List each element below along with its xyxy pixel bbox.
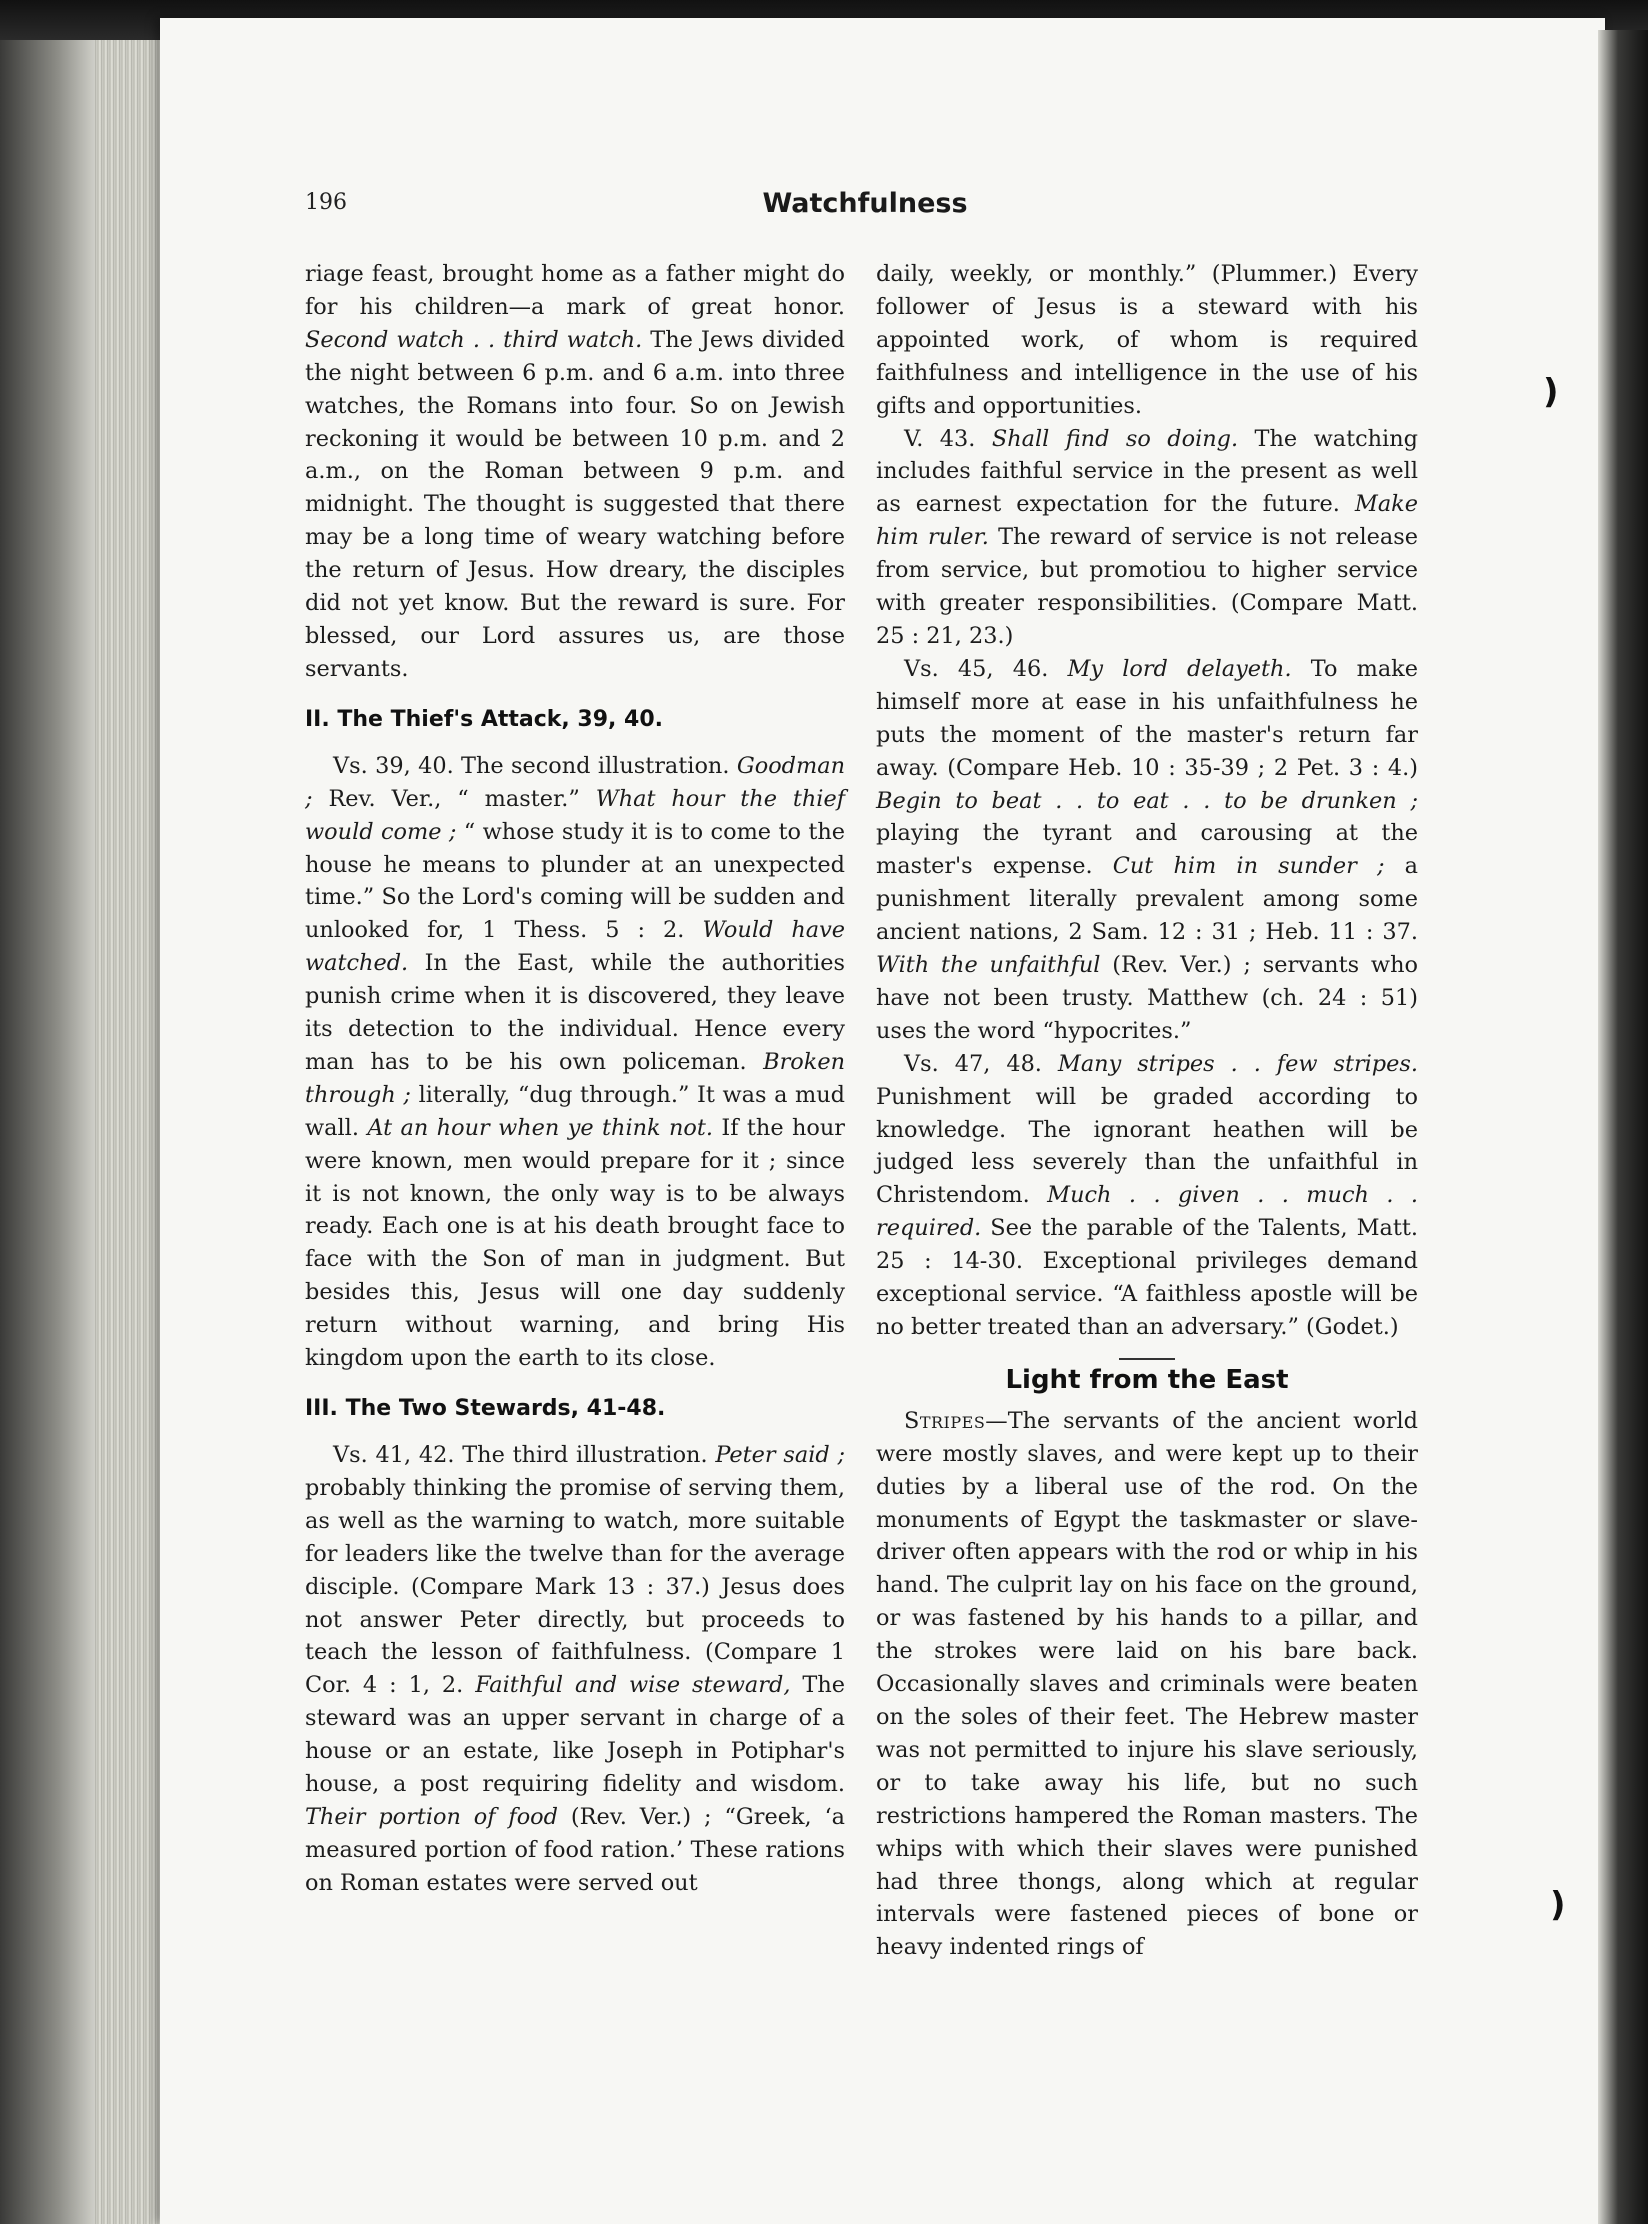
page-number: 196 <box>305 190 347 215</box>
right-binding-shadow <box>1598 30 1648 2224</box>
text: The Jews divided the night between 6 p.m. and 6 a.m. into three watches, the Romans into four. So on Jewish reckoning it would be between 10 p.m. and 2 a.m., on the Roman between 9 p.m. and midnight. The thought is suggested that there may be a long time of weary watching before the return of Jesus. How dreary, the disciples did not yet know. But the reward is sure. For blessed, our Lord assures us, are those servants. <box>305 326 845 682</box>
italic-phrase: Make him ruler. <box>876 491 1418 551</box>
italic-phrase: Broken through ; <box>305 1048 845 1108</box>
paragraph <box>305 1439 845 1900</box>
light-from-the-east-title: Light from the East <box>1005 1364 1289 1395</box>
italic-phrase: Their portion of food <box>305 1803 558 1830</box>
paragraph <box>305 750 845 1375</box>
text: (Rev. Ver.) ; “Greek, ‘a measured portion of food ration.’ These rations on Roman estates were served out <box>305 1803 845 1896</box>
text: The watching includes faithful service in the present as well as earnest expectation for the future. <box>876 425 1418 518</box>
text: If the hour were known, men would prepare for it ; since it is not known, the only way is to be always ready. Each one is at his death brought face to face with the Son of man in judgment. But besides this, Jesus will one day suddenly return without warning, and bring His kingdom upon the earth to its close. <box>305 1114 845 1372</box>
text: Vs. 41, 42. The third illustration. <box>333 1442 708 1468</box>
text: daily, weekly, or monthly.” (Plummer.) Every follower of Jesus is a steward with his appointed work, of whom is required faithfulness and intelligence in the use of his gifts and opportunities. <box>876 261 1418 419</box>
text: To make himself more at ease in his unfaithfulness he puts the moment of the master's return far away. (Compare Heb. 10 : 35-39 ; 2 Pet. 3 : 4.) <box>876 655 1418 781</box>
text: See the parable of the Talents, Matt. 25 : 14-30. Exceptional privileges demand exceptional service. “A faithless apostle will be no better treated than an adversary.” (Godet.) <box>876 1215 1418 1340</box>
punch-hole-mark-bottom: ) <box>1550 1885 1566 1925</box>
italic-phrase: Much . . given . . much . . required. <box>876 1182 1418 1242</box>
section-heading-thiefs-attack: II. The Thief's Attack, 39, 40. <box>305 706 664 732</box>
italic-phrase: What hour the thief would come ; <box>305 785 845 845</box>
right-column <box>876 258 1418 1964</box>
text: V. 43. <box>904 425 976 452</box>
paragraph <box>305 258 845 686</box>
italic-phrase: With the unfaithful <box>876 952 1101 979</box>
section-divider <box>1119 1358 1175 1360</box>
text: literally, “dug through.” It was a mud wall. <box>305 1081 846 1141</box>
text: riage feast, brought home as a father might do for his children—a mark of great honor. <box>305 261 845 320</box>
italic-phrase: Cut him in sunder ; <box>1112 853 1385 880</box>
italic-phrase: Goodman ; <box>305 752 846 812</box>
italic-phrase: Faithful and wise steward, <box>475 1672 791 1699</box>
left-column <box>305 258 845 1900</box>
text: Rev. Ver., “ master.” <box>328 785 580 812</box>
text: Punishment will be graded according to knowledge. The ignorant heathen will be judged less severely than the unfaithful in Christendom. <box>876 1083 1418 1209</box>
text: playing the tyrant and carousing at the master's expense. <box>876 820 1418 880</box>
small-caps-lead: Stripes <box>904 1407 986 1434</box>
text: The steward was an upper servant in charge of a house or an estate, like Joseph in Potiphar's house, a post requiring fidelity and wisdom. <box>305 1672 845 1798</box>
paragraph <box>876 258 1418 423</box>
italic-phrase: Would have watched. <box>305 917 845 977</box>
italic-phrase: My lord delayeth. <box>1067 655 1292 682</box>
italic-phrase: Shall find so doing. <box>991 425 1239 452</box>
text: In the East, while the authorities punish crime when it is discovered, they leave its detection to the individual. Hence every man has to be his own policeman. <box>305 950 845 1075</box>
italic-phrase: Second watch . . third watch. <box>305 326 643 353</box>
text: probably thinking the promise of serving them, as well as the warning to watch, more suitable for leaders like the twelve than for the average disciple. (Compare Mark 13 : 37.) Jesus does not answer Peter directly, but proceeds to teach the lesson of faithfulness. (Compare 1 Cor. 4 : 1, 2. <box>305 1474 845 1699</box>
text: The reward of service is not release from service, but promotiou to higher service with greater responsibilities. (Compare Matt. 25 : 21, 23.) <box>876 524 1419 649</box>
section-heading-two-stewards: III. The Two Stewards, 41-48. <box>305 1396 666 1421</box>
paragraph <box>876 1048 1418 1344</box>
text: a punishment literally prevalent among some ancient nations, 2 Sam. 12 : 31 ; Heb. 11 : 37. <box>876 853 1419 946</box>
running-title: Watchfulness <box>762 188 968 219</box>
italic-phrase: At an hour when ye think not. <box>367 1114 713 1141</box>
text: —The servants of the ancient world were mostly slaves, and were kept up to their duties by a liberal use of the rod. On the monuments of Egypt the taskmaster or slave-driver often appears with the rod or whip in his hand. The culprit lay on his face on the ground, or was fastened by his hands to a pillar, and the strokes were laid on his bare back. Occasionally slaves and criminals were beaten on the soles of their feet. The Hebrew master was not permitted to injure his slave seriously, or to take away his life, but no such restrictions hampered the Roman masters. The whips with which their slaves were punished had three thongs, along which at regular intervals were fastened pieces of bone or heavy indented rings of <box>876 1407 1418 1961</box>
text: Vs. 47, 48. <box>904 1050 1042 1077</box>
text: Vs. 39, 40. The second illustration. <box>333 752 730 779</box>
text: Vs. 45, 46. <box>904 655 1049 682</box>
italic-phrase: Many stripes . . few stripes. <box>1057 1050 1418 1077</box>
text: (Rev. Ver.) ; servants who have not been trusty. Matthew (ch. 24 : 51) uses the word “hypocrites.” <box>876 952 1418 1044</box>
italic-phrase: Peter said ; <box>715 1442 845 1468</box>
italic-phrase: Begin to beat . . to eat . . to be drunken ; <box>876 787 1418 814</box>
paragraph <box>876 1405 1418 1964</box>
paragraph <box>876 653 1418 1048</box>
paragraph <box>876 423 1418 653</box>
book-spine-shadow <box>0 0 95 2224</box>
text: “ whose study it is to come to the house he means to plunder at an unexpected time.” So the Lord's coming will be sudden and unlooked for, 1 Thess. 5 : 2. <box>305 818 845 944</box>
punch-hole-mark-top: ) <box>1543 372 1559 412</box>
